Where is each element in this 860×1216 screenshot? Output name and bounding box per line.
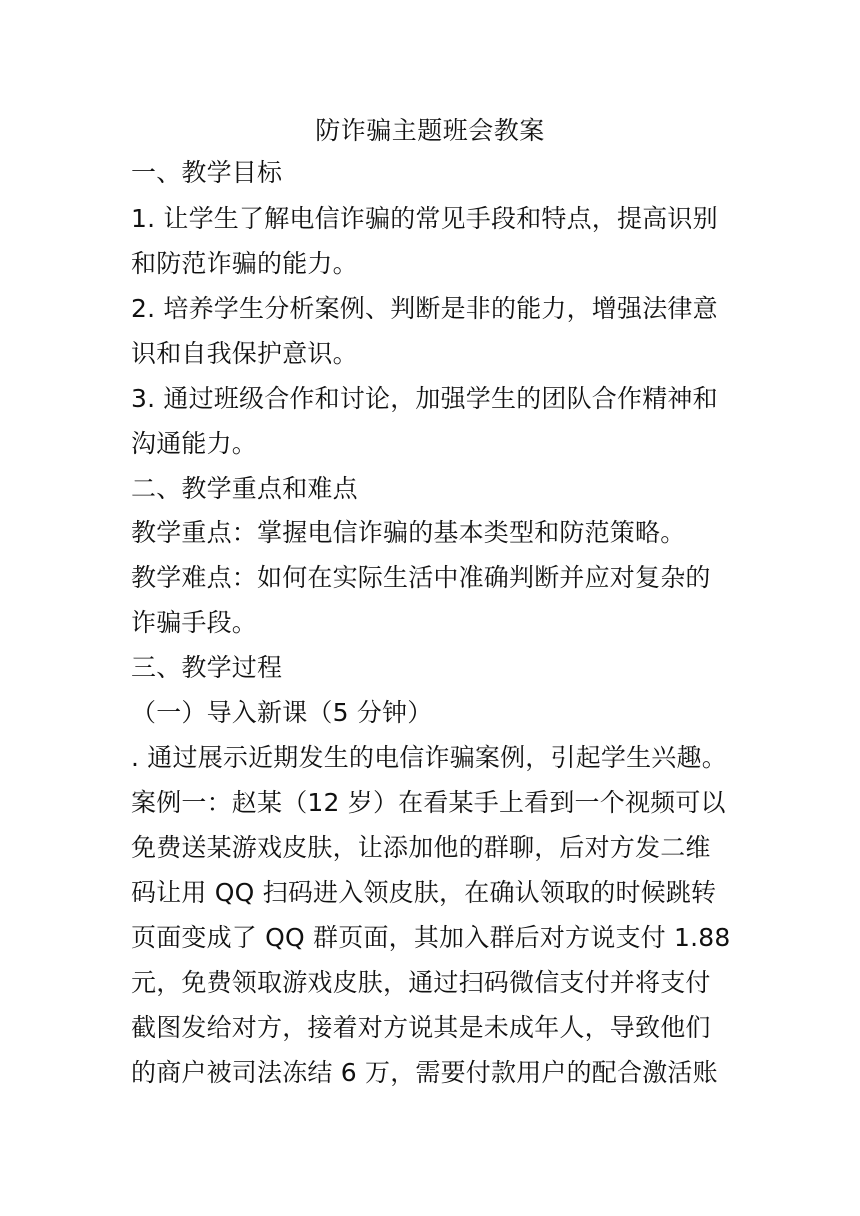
- paragraph-line: 元，免费领取游戏皮肤，通过扫码微信支付并将支付: [131, 968, 711, 997]
- paragraph-line: 截图发给对方，接着对方说其是未成年人，导致他们: [131, 1013, 711, 1042]
- paragraph-line: 免费送某游戏皮肤，让添加他的群聊，后对方发二维: [131, 833, 711, 862]
- paragraph-line: 3. 通过班级合作和讨论，加强学生的团队合作精神和: [131, 384, 718, 413]
- paragraph-line: 2. 培养学生分析案例、判断是非的能力，增强法律意: [131, 294, 718, 323]
- section-heading-key-points: 二、教学重点和难点: [131, 474, 358, 503]
- paragraph-line: 码让用 QQ 扫码进入领皮肤，在确认领取的时候跳转: [131, 878, 717, 907]
- paragraph-line: . 通过展示近期发生的电信诈骗案例，引起学生兴趣。: [131, 743, 727, 772]
- paragraph-line: 页面变成了 QQ 群页面，其加入群后对方说支付 1.88: [131, 923, 731, 952]
- section-heading-process: 三、教学过程: [131, 653, 283, 682]
- subsection-heading: （一）导入新课（5 分钟）: [131, 698, 433, 727]
- paragraph-line: 1. 让学生了解电信诈骗的常见手段和特点，提高识别: [131, 204, 718, 233]
- paragraph-line: 案例一：赵某（12 岁）在看某手上看到一个视频可以: [131, 788, 726, 817]
- section-heading-objectives: 一、教学目标: [131, 158, 283, 187]
- paragraph-line: 教学重点：掌握电信诈骗的基本类型和防范策略。: [131, 518, 686, 547]
- paragraph-line: 识和自我保护意识。: [131, 339, 358, 368]
- paragraph-line: 诈骗手段。: [131, 608, 258, 637]
- paragraph-line: 和防范诈骗的能力。: [131, 249, 358, 278]
- document-title: 防诈骗主题班会教案: [315, 116, 545, 145]
- paragraph-line: 的商户被司法冻结 6 万，需要付款用户的配合激活账: [131, 1058, 718, 1087]
- paragraph-line: 沟通能力。: [131, 429, 258, 458]
- paragraph-line: 教学难点：如何在实际生活中准确判断并应对复杂的: [131, 563, 711, 592]
